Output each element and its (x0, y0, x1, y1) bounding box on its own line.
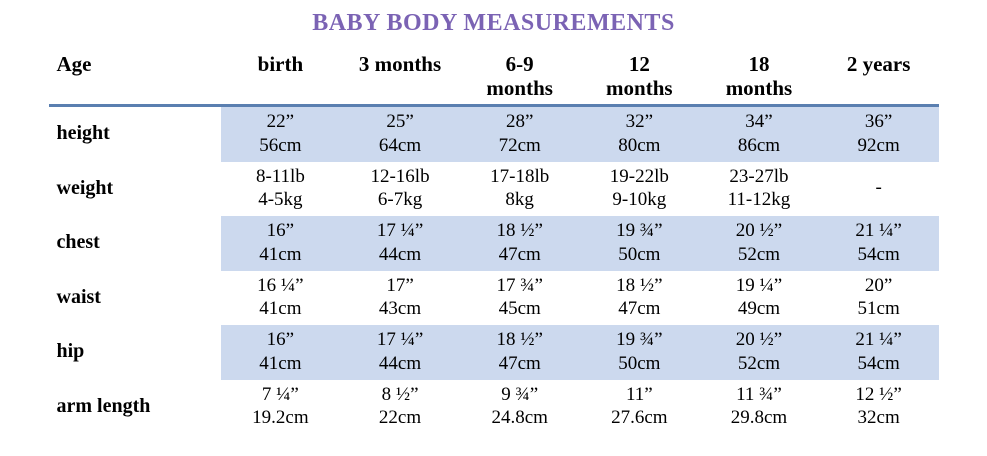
measurement-cell (340, 380, 460, 435)
measurement-metric: 19.2cm (252, 407, 309, 429)
table-row (49, 216, 939, 271)
measurement-metric: 43cm (378, 298, 422, 320)
measurement-metric: 92cm (857, 134, 900, 156)
measurement-metric: 64cm (378, 134, 422, 156)
measurement-metric: 41cm (259, 243, 302, 265)
measurement-imperial: 17-18lb (490, 165, 550, 187)
column-header-sub: months (725, 75, 793, 100)
measurement-metric: 54cm (857, 352, 900, 374)
table-row (49, 162, 939, 217)
measurement-imperial: 36” (864, 111, 893, 133)
measurement-cell (580, 380, 700, 435)
measurement-metric: 44cm (378, 243, 422, 265)
measurement-imperial: 17 ¾” (496, 274, 543, 296)
measurement-metric: 52cm (737, 243, 781, 265)
measurement-cell (221, 271, 341, 326)
column-header-main: 2 years (846, 52, 911, 76)
measurement-imperial: 18 ½” (496, 329, 543, 351)
header-row (49, 49, 939, 106)
measurement-cell (460, 216, 580, 271)
measurement-metric: 45cm (498, 298, 541, 320)
measurement-imperial: 8-11lb (255, 165, 305, 187)
measurement-cell (580, 325, 700, 380)
measurement-cell (221, 325, 341, 380)
measurement-metric: 11-12kg (727, 189, 791, 211)
column-header-main: 3 months (358, 52, 442, 76)
column-header-main: 12 (628, 52, 650, 76)
measurement-cell (340, 106, 460, 162)
measurement-metric: 9-10kg (612, 189, 667, 211)
column-header-3 (460, 49, 580, 106)
row-label: waist (49, 271, 221, 326)
measurement-metric: 44cm (378, 352, 422, 374)
measurement-metric: 24.8cm (491, 407, 548, 429)
measurement-metric: 47cm (618, 298, 661, 320)
measurement-metric: 56cm (259, 134, 302, 156)
measurement-cell (580, 106, 700, 162)
measurement-metric: 32cm (857, 407, 900, 429)
measurement-cell (221, 216, 341, 271)
measurement-imperial: 18 ½” (616, 274, 663, 296)
measurement-cell (460, 325, 580, 380)
column-header-main: 18 (748, 52, 770, 76)
measurement-imperial: 19 ¾” (616, 329, 663, 351)
measurement-cell (460, 271, 580, 326)
measurement-imperial: 16” (266, 329, 295, 351)
measurement-imperial: 17 ¼” (376, 220, 424, 242)
table-row (49, 380, 939, 435)
measurement-cell (580, 216, 700, 271)
measurement-imperial: 11 ¾” (736, 383, 782, 405)
measurement-imperial: 25” (386, 111, 414, 133)
measurement-metric: 6-7kg (377, 189, 423, 211)
column-header-1 (221, 49, 341, 106)
column-header-5 (699, 49, 819, 106)
measurement-metric: 52cm (737, 352, 781, 374)
measurement-metric: 41cm (259, 298, 302, 320)
measurement-cell (699, 162, 819, 217)
row-label: chest (49, 216, 221, 271)
column-header-age: Age (56, 52, 92, 76)
measurement-cell (699, 271, 819, 326)
measurement-metric: 4-5kg (258, 189, 303, 211)
table-row (49, 325, 939, 380)
measurement-metric: 41cm (259, 352, 302, 374)
measurement-imperial: 16” (266, 220, 295, 242)
measurement-cell (699, 325, 819, 380)
baby-measurements-table (49, 49, 939, 434)
measurement-imperial: 17” (386, 274, 414, 296)
measurement-imperial: 12 ½” (855, 383, 902, 405)
measurement-imperial: 32” (625, 111, 654, 133)
measurement-cell (819, 271, 939, 326)
measurement-metric: 29.8cm (730, 407, 788, 429)
measurement-metric: 86cm (737, 134, 781, 156)
table-row (49, 106, 939, 162)
measurement-imperial: 23-27lb (729, 165, 789, 187)
measurement-imperial: 20 ½” (735, 220, 783, 242)
page-title: BABY BODY MEASUREMENTS (312, 10, 675, 36)
measurement-cell (699, 106, 819, 162)
column-header-2 (340, 49, 460, 106)
column-header-6 (819, 49, 939, 106)
column-header-sub: months (486, 75, 553, 100)
measurement-cell (221, 380, 341, 435)
measurement-metric: 72cm (498, 134, 541, 156)
measurement-metric: 27.6cm (611, 407, 668, 429)
row-label: weight (49, 162, 221, 217)
column-header-4 (580, 49, 700, 106)
measurement-cell (340, 162, 460, 217)
measurement-imperial: 17 ¼” (376, 329, 424, 351)
measurement-imperial: 19-22lb (609, 165, 669, 187)
measurement-cell (819, 325, 939, 380)
measurement-cell (460, 162, 580, 217)
measurement-imperial: 34” (745, 111, 773, 133)
measurement-imperial: 22” (266, 111, 295, 133)
measurement-imperial: - (875, 177, 882, 199)
column-header-main: 6-9 (505, 52, 534, 76)
measurement-imperial: 19 ¼” (735, 274, 783, 296)
measurement-cell (221, 162, 341, 217)
measurement-metric: 22cm (378, 407, 422, 429)
measurement-cell (340, 271, 460, 326)
measurement-cell (580, 162, 700, 217)
measurement-cell (460, 380, 580, 435)
measurement-imperial: 16 ¼” (257, 274, 304, 296)
measurement-cell (699, 216, 819, 271)
measurement-cell (819, 216, 939, 271)
measurement-imperial: 19 ¾” (616, 220, 663, 242)
measurement-imperial: 21 ¼” (855, 329, 902, 351)
measurement-metric: 8kg (505, 189, 534, 211)
measurement-metric: 49cm (737, 298, 781, 320)
column-header-sub: months (606, 75, 673, 100)
measurement-metric: 50cm (618, 352, 661, 374)
measurement-metric: 51cm (857, 298, 900, 320)
measurement-imperial: 12-16lb (370, 165, 430, 187)
measurement-imperial: 9 ¾” (501, 383, 539, 405)
row-label: arm length (49, 380, 221, 435)
measurement-cell (460, 106, 580, 162)
table-row (49, 271, 939, 326)
measurement-cell (580, 271, 700, 326)
measurement-cell (819, 380, 939, 435)
measurement-imperial: 20 ½” (735, 329, 783, 351)
column-header-main: birth (257, 52, 304, 76)
measurement-imperial: 7 ¼” (261, 383, 299, 405)
measurement-metric: 54cm (857, 243, 900, 265)
measurement-imperial: 8 ½” (381, 383, 419, 405)
measurement-metric: 50cm (618, 243, 661, 265)
measurement-cell (699, 380, 819, 435)
measurement-imperial: 11” (625, 383, 653, 405)
table-header (49, 49, 939, 106)
measurement-metric: 47cm (498, 243, 541, 265)
measurement-imperial: 28” (505, 111, 534, 133)
row-label: hip (49, 325, 221, 380)
measurement-metric: 80cm (618, 134, 661, 156)
measurement-metric: 47cm (498, 352, 541, 374)
measurement-cell (340, 216, 460, 271)
measurement-imperial: 20” (864, 274, 893, 296)
measurement-imperial: 18 ½” (496, 220, 543, 242)
measurement-imperial: 21 ¼” (855, 220, 902, 242)
measurement-cell (819, 162, 939, 217)
measurement-cell (819, 106, 939, 162)
measurement-cell (221, 106, 341, 162)
row-label: height (49, 106, 221, 162)
table-body (49, 106, 939, 435)
measurement-cell (340, 325, 460, 380)
